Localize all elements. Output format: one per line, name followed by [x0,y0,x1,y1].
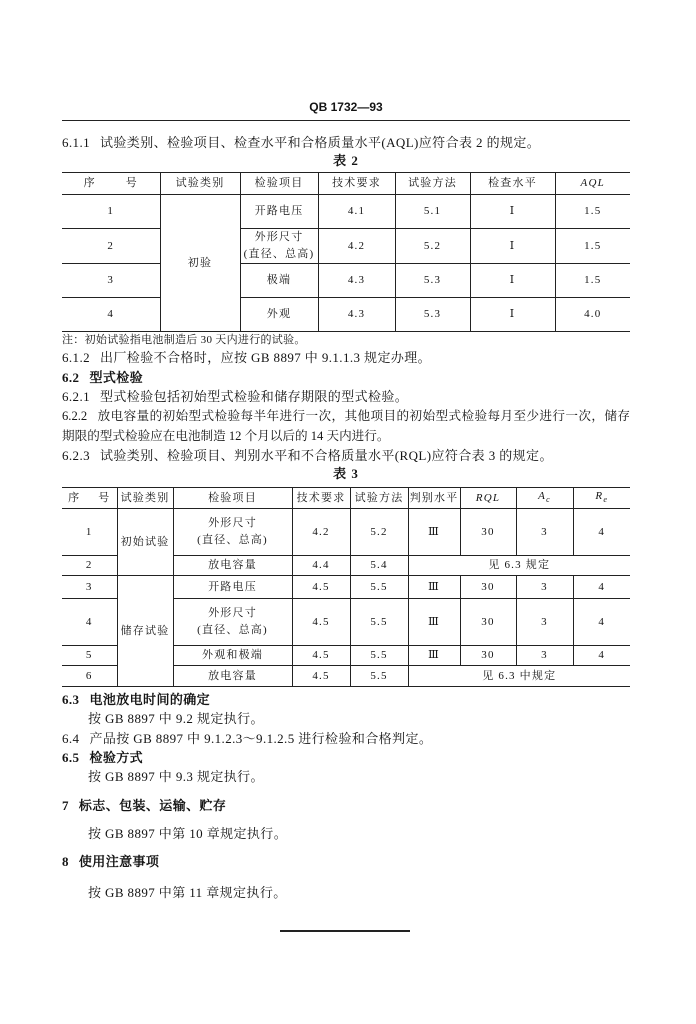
col-ac-header [516,488,573,509]
tech-requirement: 4.2 [318,229,395,264]
clause-title: 检验方式 [89,750,144,765]
re-value: 4 [573,576,630,599]
inspection-item-line: (直径、总高) [197,534,268,547]
aql-value: 1.5 [555,264,630,298]
col-test-method-header: 试验方法 [395,173,470,195]
clause-text: 放电容量的初始型式检验每半年进行一次，其他项目的初始型式检验每月至少进行一次，储存 [97,409,630,423]
col-inspection-item-header: 检验项目 [240,173,318,195]
inspection-item-line: (直径、总高) [243,248,315,260]
discrimination-level: Ⅲ [408,576,460,599]
clause-number: 6.2 [62,370,80,385]
table-row [62,298,630,332]
clause-line: 期限的型式检验应在电池制造 12 个月以后的 14 天内进行。 [62,429,390,443]
inspection-item [173,509,292,556]
end-rule [280,930,410,932]
inspection-item-line: 外观 [266,308,292,320]
table-3-caption: 表 3 [333,466,359,481]
table-body [62,509,630,687]
clause-6-2-heading [62,369,143,387]
discrimination-level: Ⅲ [408,509,460,556]
clause-6-5-heading [62,749,143,767]
aql-value: 1.5 [555,195,630,229]
tech-requirement: 4.5 [292,599,350,646]
clause-text: 型式检验包括初始型式检验和储存期限的型式检验。 [100,389,409,404]
test-method: 5.5 [350,666,408,687]
inspection-item [240,264,318,298]
header-rule [62,120,630,121]
merged-note: 见 6.3 中规定 [408,666,630,687]
inspection-item-line: 外形尺寸 [208,517,257,530]
discrimination-level: Ⅲ [408,646,460,666]
table-3 [62,487,630,687]
test-method: 5.2 [395,229,470,264]
header-row [62,488,630,509]
chapter-number: 7 [62,798,69,813]
inspection-item [173,599,292,646]
tech-requirement: 4.5 [292,666,350,687]
clause-title: 型式检验 [89,370,144,385]
row-number: 4 [62,599,117,646]
tech-requirement: 4.4 [292,556,350,576]
test-method: 5.5 [350,576,408,599]
tech-requirement: 4.1 [318,195,395,229]
test-category: 初始试验 [117,509,173,576]
inspection-item [173,666,292,687]
inspection-item [173,556,292,576]
table-row [62,576,630,599]
clause-number: 6.1.1 [62,135,90,150]
chapter-title: 标志、包装、运输、贮存 [78,798,227,813]
clause-6-5-body: 按 GB 8897 中 9.3 规定执行。 [88,769,264,784]
table-body [62,195,630,332]
tech-requirement: 4.3 [318,264,395,298]
chapter-number: 8 [62,854,69,869]
inspection-item-line: 外形尺寸 [208,607,257,620]
re-subscript: e [603,495,609,505]
clause-6-3-body: 按 GB 8897 中 9.2 规定执行。 [88,711,264,726]
inspection-item [240,195,318,229]
ac-value: 3 [516,599,573,646]
clause-6-2-2 [62,406,630,446]
row-number: 2 [62,229,160,264]
ac-subscript: c [546,495,551,505]
inspection-item-line: 外观和极端 [202,649,263,662]
inspection-item-line: 外形尺寸 [254,231,304,243]
clause-text: 试验类别、检验项目、检查水平和合格质量水平(AQL)应符合表 2 的规定。 [100,135,541,150]
clause-6-3-heading [62,691,210,709]
col-inspection-level-header: 检查水平 [470,173,555,195]
clause-number: 6.5 [62,750,80,765]
col-aql-header: AQL [555,173,630,195]
rql-value: 30 [460,646,516,666]
inspection-item [173,646,292,666]
test-method: 5.1 [395,195,470,229]
discrimination-level: Ⅲ [408,599,460,646]
clause-6-1-2 [62,349,431,367]
aql-value: 1.5 [555,229,630,264]
rql-value: 30 [460,509,516,556]
col-discrimination-level-header: 判别水平 [408,488,460,509]
clause-text: 试验类别、检验项目、判别水平和不合格质量水平(RQL)应符合表 3 的规定。 [100,448,553,463]
col-number-header: 序 号 [62,173,160,195]
col-number-header: 序 号 [62,488,117,509]
merged-note: 见 6.3 规定 [408,556,630,576]
test-method: 5.5 [350,599,408,646]
re-value: 4 [573,646,630,666]
clause-title: 电池放电时间的确定 [89,692,211,707]
inspection-item-line: 极端 [266,274,292,286]
clause-line [62,406,630,426]
chapter-7-body: 按 GB 8897 中第 10 章规定执行。 [88,826,288,841]
re-symbol: R [595,490,604,502]
chapter-8-heading [62,853,159,871]
inspection-item [240,298,318,332]
clause-number: 6.4 [62,731,80,746]
test-method: 5.4 [350,556,408,576]
clause-number: 6.2.3 [62,448,90,463]
table-row [62,264,630,298]
ac-value: 3 [516,576,573,599]
re-value: 4 [573,599,630,646]
tech-requirement: 4.5 [292,576,350,599]
chapter-7-heading [62,797,226,815]
rql-value: 30 [460,599,516,646]
ac-value: 3 [516,509,573,556]
col-test-method-header: 试验方法 [350,488,408,509]
clause-text: 出厂检验不合格时，应按 GB 8897 中 9.1.1.3 规定办理。 [100,350,432,365]
inspection-item [173,576,292,599]
inspection-level: Ⅰ [470,229,555,264]
tech-requirement: 4.2 [292,509,350,556]
col-test-category-header: 试验类别 [160,173,240,195]
inspection-item-line: (直径、总高) [197,624,268,637]
test-method: 5.3 [395,264,470,298]
row-number: 6 [62,666,117,687]
col-inspection-item-header: 检验项目 [173,488,292,509]
inspection-level: Ⅰ [470,264,555,298]
table-row [62,195,630,229]
standard-code: QB 1732—93 [309,100,383,114]
row-number: 3 [62,264,160,298]
table-row [62,509,630,556]
col-tech-requirement-header: 技术要求 [292,488,350,509]
clause-text: 产品按 GB 8897 中 9.1.2.3～9.1.2.5 进行检验和合格判定。 [89,731,433,746]
table-row [62,229,630,264]
ac-value: 3 [516,646,573,666]
table-2-note: 注：初始试验指电池制造后 30 天内进行的试验。 [62,334,306,346]
inspection-item-line: 放电容量 [208,669,257,682]
test-method: 5.5 [350,646,408,666]
clause-number: 6.3 [62,692,80,707]
table-head [62,173,630,195]
rql-value: 30 [460,576,516,599]
table-2 [62,172,630,332]
tech-requirement: 4.3 [318,298,395,332]
col-tech-requirement-header: 技术要求 [318,173,395,195]
header-row [62,173,630,195]
row-number: 1 [62,509,117,556]
clause-6-2-3 [62,447,553,465]
inspection-item-line: 开路电压 [254,205,304,217]
test-method: 5.2 [350,509,408,556]
inspection-item-line: 开路电压 [208,580,257,593]
table-2-caption: 表 2 [333,153,359,168]
col-rql-header: RQL [460,488,516,509]
table-head [62,488,630,509]
chapter-title: 使用注意事项 [78,854,160,869]
row-number: 4 [62,298,160,332]
inspection-item [240,229,318,264]
test-category: 初验 [160,195,240,332]
row-number: 1 [62,195,160,229]
clause-number: 6.1.2 [62,350,90,365]
clause-6-1-1 [62,134,540,152]
inspection-level: Ⅰ [470,195,555,229]
clause-number: 6.2.2 [62,409,88,423]
inspection-item-line: 放电容量 [208,559,257,572]
aql-value: 4.0 [555,298,630,332]
ac-symbol: A [538,490,547,502]
row-number: 2 [62,556,117,576]
row-number: 3 [62,576,117,599]
col-re-header [573,488,630,509]
re-value: 4 [573,509,630,556]
tech-requirement: 4.5 [292,646,350,666]
chapter-8-body: 按 GB 8897 中第 11 章规定执行。 [88,885,287,900]
clause-6-2-1 [62,388,408,406]
row-number: 5 [62,646,117,666]
test-method: 5.3 [395,298,470,332]
clause-number: 6.2.1 [62,389,90,404]
clause-6-4 [62,730,432,748]
col-test-category-header: 试验类别 [117,488,173,509]
test-category: 储存试验 [117,576,173,687]
inspection-level: Ⅰ [470,298,555,332]
